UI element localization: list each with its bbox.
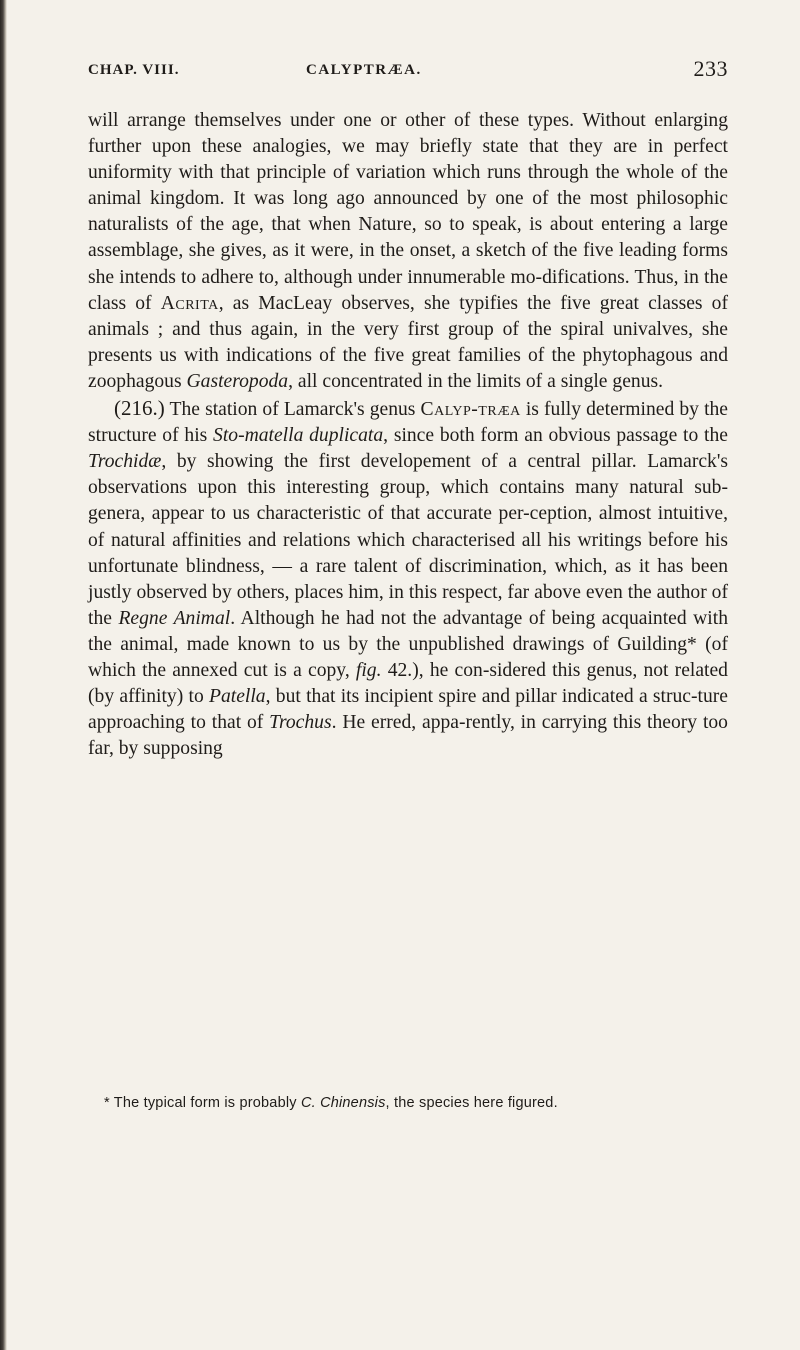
section-number: (216.) <box>114 396 165 421</box>
term-regne-animal: Regne Animal <box>118 607 231 629</box>
p1-text-b: , as MacLeay observes, she typifies the five great classes of animals ; and thus again, in the very first group of the spiral univalves, she presents us with indications of the five great families of the phytophagous and zoophagous <box>88 292 728 392</box>
p2-text-e: . Although he had not the advantage of being acquainted with the animal, made known to us by the unpublished drawings of Guilding* (of which the annexed cut is a copy, <box>88 607 728 681</box>
paragraph-1 <box>88 108 728 395</box>
running-header <box>88 56 728 96</box>
p2-text-d: , by showing the first developement of a central pillar. Lamarck's observations upon this interesting group, which contains many natural sub-genera, appear to us characteristic of that accurate per-ception, almost intuitive, of natural affinities and relations which characterised all his writings before his unfortunate blindness, — a rare talent of discrimination, which, as it has been justly observed by others, places him, in this respect, far above even the author of the <box>88 451 728 629</box>
paragraph-2 <box>88 395 728 762</box>
term-trochus: Trochus <box>269 712 332 734</box>
fig-reference: fig. <box>355 659 382 681</box>
footnote <box>104 1094 734 1112</box>
chapter-label: CHAP. VIII. <box>88 62 180 78</box>
p2-text-g: , but that its incipient spire and pillar indicated a struc-ture approaching to that of <box>88 686 728 734</box>
footnote-text-b: , the species here figured. <box>385 1095 558 1111</box>
term-patella: Patella <box>209 686 266 708</box>
term-acrita: Acrita <box>160 292 219 314</box>
page-number: 233 <box>693 56 728 81</box>
p1-text-a: will arrange themselves under one or other of these types. Without enlarging further upon these analogies, we may briefly state that they are in perfect uniformity with that principle of variation which runs through the whole of the animal kingdom. It was long ago announced by one of the most philosophic naturalists of the age, that when Nature, so to speak, is about entering a large assemblage, she gives, as it were, in the onset, a sketch of the five leading forms she intends to adhere to, although under innumerable mo-difications. Thus, in the class of <box>88 110 728 314</box>
p2-text-a: The station of Lamarck's genus <box>164 399 421 421</box>
term-trochidae: Trochidæ <box>88 451 162 473</box>
term-gasteropoda: Gasteropoda <box>186 370 289 392</box>
page-binding-edge <box>0 0 7 1350</box>
p2-text-b: is fully determined by the structure of his <box>88 399 729 447</box>
p2-text-f: 42.), he con-sidered this genus, not related (by affinity) to <box>88 659 728 708</box>
p2-text-h: . He erred, appa-rently, in carrying this theory too far, by supposing <box>88 712 728 760</box>
footnote-text-a: * The typical form is probably <box>104 1095 301 1111</box>
p2-text-c: , since both form an obvious passage to the <box>383 425 728 447</box>
term-stomatella: Sto-matella duplicata <box>213 425 384 447</box>
body-text <box>88 108 728 762</box>
term-calyptraea: Calyp-træa <box>420 399 521 421</box>
footnote-species: C. Chinensis <box>300 1095 386 1111</box>
p1-text-c: , all concentrated in the limits of a single genus. <box>288 370 664 392</box>
running-title: CALYPTRÆA. <box>306 62 422 78</box>
